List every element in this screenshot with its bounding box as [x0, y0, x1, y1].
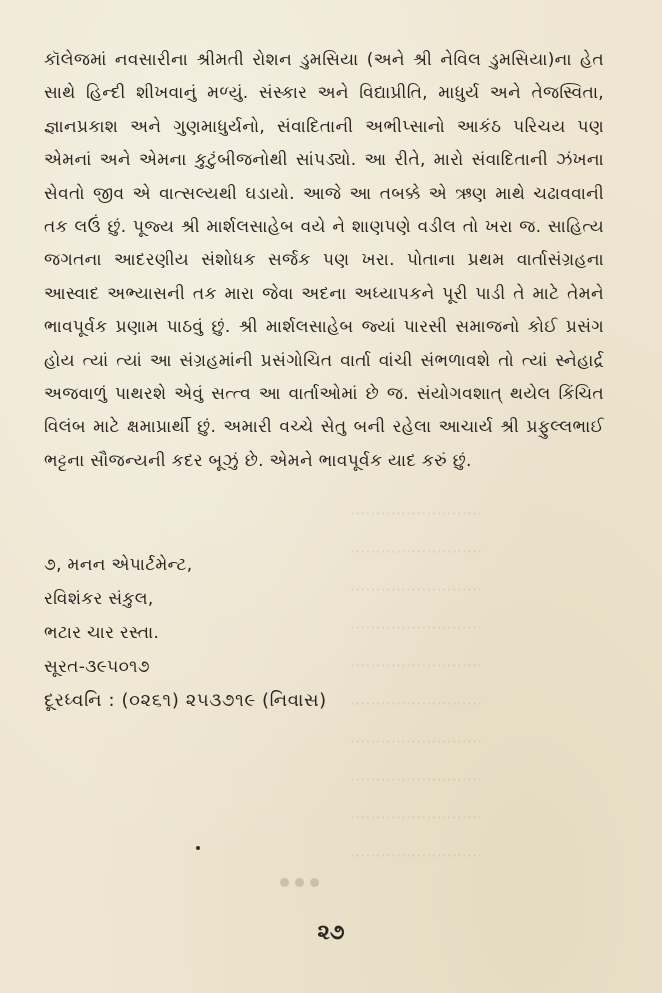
acknowledgement-paragraph: કૉલેજમાં નવસારીના શ્રીમતી રોશન ડુમસિયા (અને શ્રી નેવિલ ડુમસિયા)ના હેત સાથે હિન્દી શીખવાનું મળ્યું. સંસ્કાર અને વિદ્યાપ્રીતિ, માધુર્ય અને તેજસ્વિતા, જ્ઞાનપ્રકાશ અને ગુણમાધુર્યનો, સંવાદિતાની અભીપ્સાનો આકંઠ પરિચય પણ એમનાં અને એમના કુટુંબીજનોથી સાંપડ્યો. આ રીતે, મારો સંવાદિતાની ઝંખના સેવતો જીવ એ વાત્સલ્યથી ઘડાયો. આજે આ તબક્કે એ ઋણ માથે ચઢાવવાની તક લઉં છું. પૂજ્ય શ્રી માર્શલસાહેબ વયે ને શાણપણે વડીલ તો ખરા જ. સાહિત્ય જગતના આદરણીય સંશોધક સર્જક પણ ખરા. પોતાના પ્રથમ વાર્તાસંગ્રહના આસ્વાદ અભ્યાસની તક મારા જેવા અદના અધ્યાપકને પૂરી પાડી તે માટે તેમને ભાવપૂર્વક પ્રણામ પાઠવું છું. શ્રી માર્શલસાહેબ જ્યાં પારસી સમાજનો કોઈ પ્રસંગ હોય ત્યાં ત્યાં આ સંગ્રહમાંની પ્રસંગોચિત વાર્તા વાંચી સંભળાવશે તો ત્યાં સ્નેહાર્દ્ર અજવાળું પાથરશે એવું સત્ત્વ આ વાર્તાઓમાં છે જ. સંયોગવશાત્ થયેલ કિંચિત વિલંબ માટે ક્ષમાપ્રાર્થી છું. અમારી વચ્ચે સેતુ બની રહેલા આચાર્ય શ્રી પ્રફુલ્લભાઈ ભટ્ટના સૌજન્યની કદર બૂઝું છે. એમને ભાવપૂર્વક યાદ કરું છું. — [44, 50, 604, 471]
address-line-city-pin: સૂરત-૩૯૫૦૧૭ — [44, 657, 150, 677]
page-number: ૨૭ — [317, 920, 345, 944]
faint-dots-ornament — [280, 878, 319, 887]
address-line-crossroad: ભટાર ચાર રસ્તા. — [44, 623, 160, 643]
address-phone: દૂરધ્વનિ : (૦૨૬૧) ૨૫૩૭૧૯ (નિવાસ) — [44, 690, 327, 711]
dot — [280, 878, 289, 887]
ink-speck — [196, 846, 200, 850]
address-line-complex: રવિશંકર સંકુલ, — [44, 589, 154, 609]
address-line-apartment: ૭, મનન એપાર્ટમેન્ટ, — [44, 555, 193, 575]
dot — [295, 878, 304, 887]
reverse-side-bleed-through: ·························· ·························· ·························· ·························· ·························· ·························· ·························· ·························· ·························· ·························· — [350, 504, 483, 865]
author-address — [44, 548, 564, 718]
dot — [310, 878, 319, 887]
